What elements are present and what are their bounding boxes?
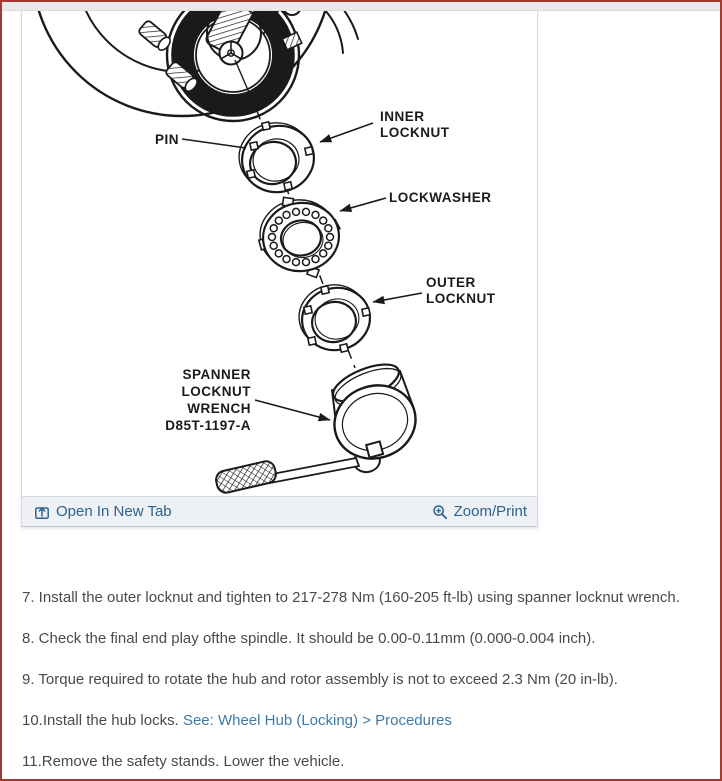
- spanner-wrench-label: SPANNER: [182, 367, 251, 382]
- lockwasher-arrow: [340, 198, 386, 211]
- hub-assembly-drawing: [32, 11, 358, 121]
- pin-leader-line: [182, 139, 246, 148]
- outer-locknut-part: [293, 279, 375, 357]
- outer-locknut-arrow: [373, 293, 422, 302]
- instruction-step-11: [22, 751, 700, 772]
- hub-locknut-exploded-diagram: [22, 11, 537, 496]
- zoom-magnifier-icon: [432, 504, 448, 520]
- instruction-text: 9. Torque required to rotate the hub and rotor assembly is not to exceed 2.3 Nm (20 in-lb).: [22, 671, 618, 688]
- wheel-stud: [138, 20, 173, 53]
- wrench-grip: [214, 460, 277, 495]
- instruction-step-9: [22, 669, 700, 690]
- instruction-text: 11.Remove the safety stands. Lower the vehicle.: [22, 753, 345, 770]
- diagram-area: [22, 11, 537, 496]
- inner-locknut-label: INNER: [380, 109, 425, 124]
- zoom-print-label: Zoom/Print: [453, 503, 527, 520]
- instruction-text: 10.Install the hub locks.: [22, 712, 183, 729]
- instructions-list: [22, 587, 700, 772]
- open-in-new-tab-link[interactable]: [34, 503, 172, 520]
- instruction-text: 7. Install the outer locknut and tighten to 217-278 Nm (160-205 ft-lb) using spanner locknut wrench.: [22, 589, 680, 606]
- instruction-step-7: [22, 587, 700, 608]
- spindle-retainer: [220, 42, 243, 65]
- lockwasher-part: [256, 195, 344, 277]
- page-top-strip: [2, 2, 720, 11]
- open-in-new-tab-label: Open In New Tab: [56, 503, 172, 520]
- wheel-hub-procedures-link[interactable]: See: Wheel Hub (Locking) > Procedures: [182, 712, 452, 729]
- image-panel-footer: [22, 496, 537, 526]
- spanner-wrench-label: WRENCH: [187, 401, 251, 416]
- inner-locknut-arrow: [320, 123, 373, 142]
- diagram-panel: [21, 11, 538, 527]
- pin-label: PIN: [154, 132, 179, 147]
- spanner-wrench-arrow: [255, 400, 330, 420]
- spanner-wrench-label: D85T-1197-A: [165, 418, 251, 433]
- inner-locknut-part: [233, 116, 320, 199]
- inner-locknut-label: LOCKNUT: [380, 125, 450, 140]
- lockwasher-label: LOCKWASHER: [389, 190, 492, 205]
- outer-locknut-label: OUTER: [426, 275, 476, 290]
- zoom-print-link[interactable]: [432, 503, 527, 520]
- instruction-text: 8. Check the final end play ofthe spindle. It should be 0.00-0.11mm (0.000-0.004 inch).: [22, 630, 596, 647]
- instruction-step-10: [22, 710, 700, 731]
- open-in-new-tab-icon: [34, 504, 50, 520]
- outer-locknut-label: LOCKNUT: [426, 291, 496, 306]
- spanner-wrench-label: LOCKNUT: [181, 384, 251, 399]
- instruction-step-8: [22, 628, 700, 649]
